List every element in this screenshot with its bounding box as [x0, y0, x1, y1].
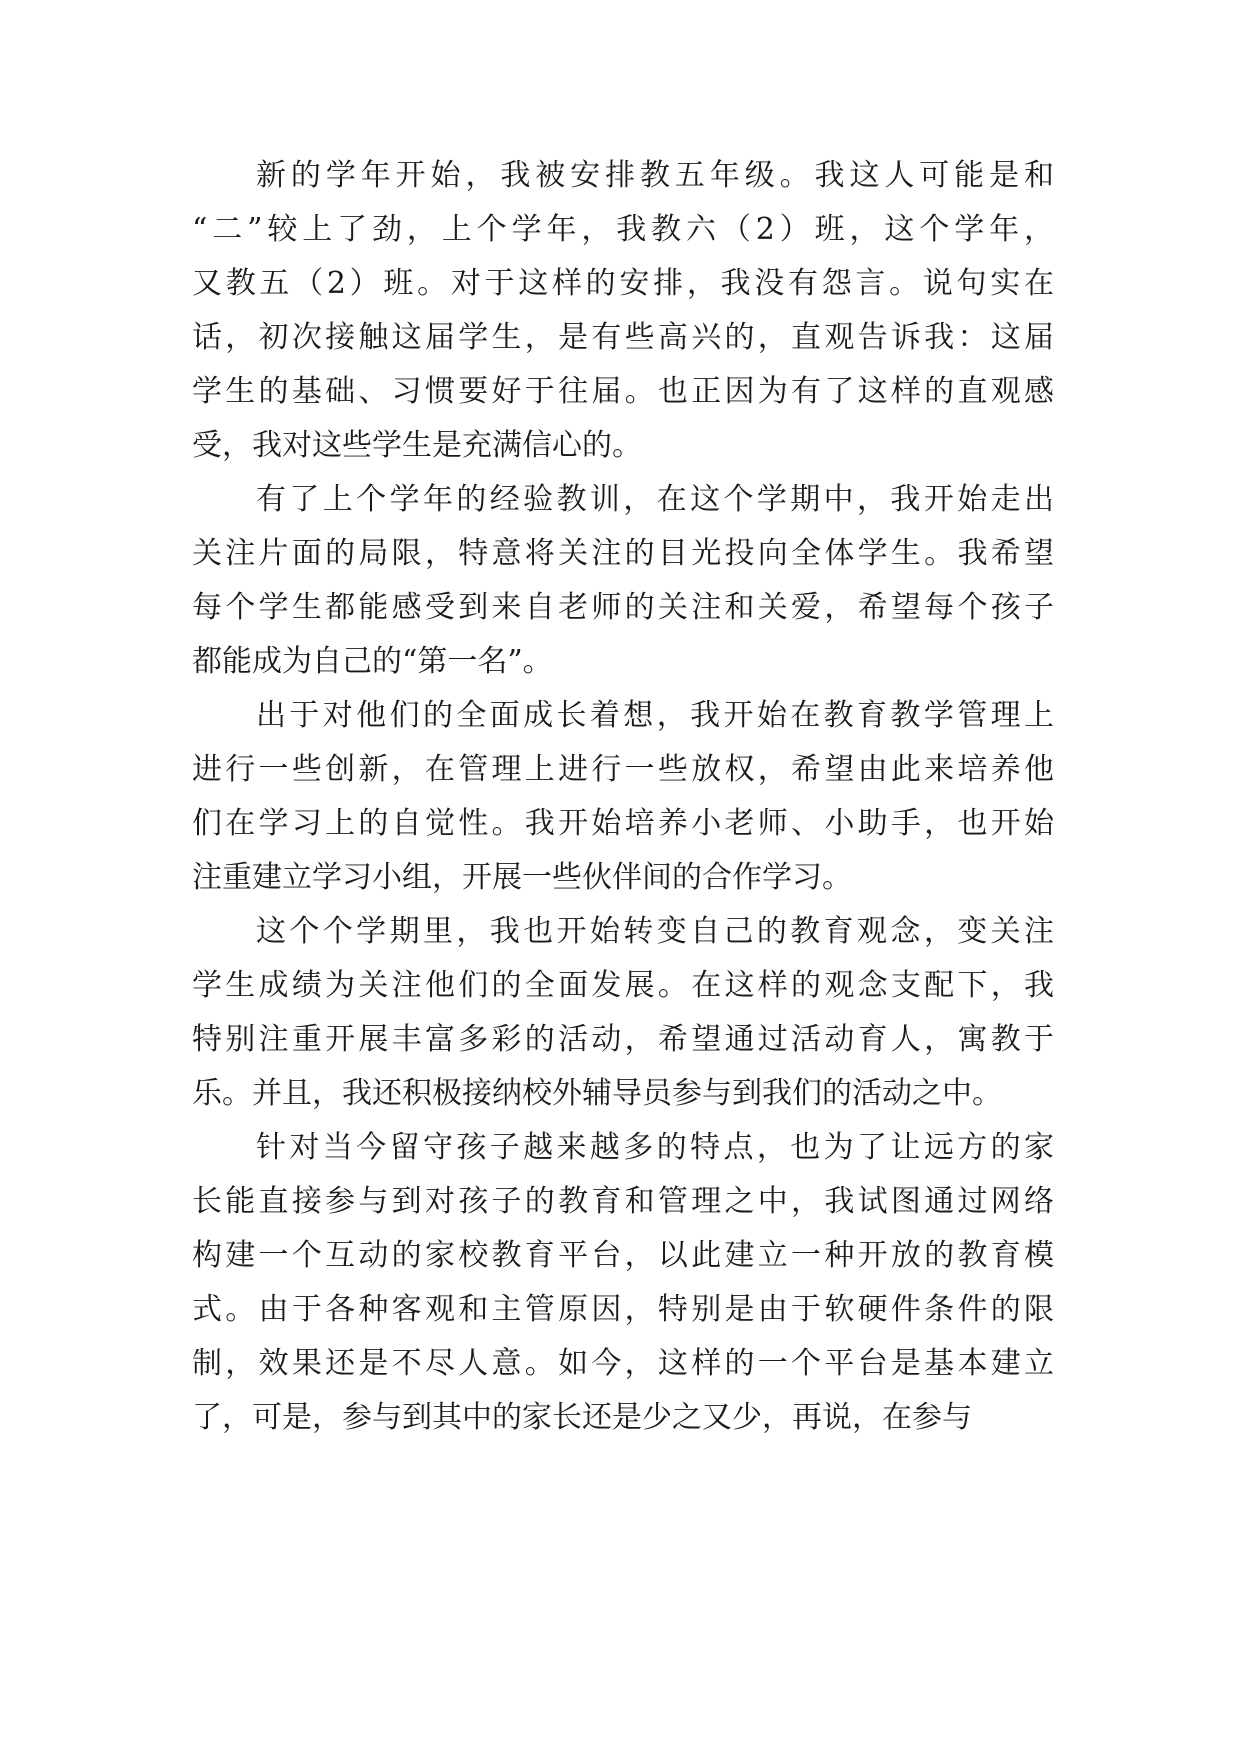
paragraph-line: 学生的基础、习惯要好于往届。也正因为有了这样的直观感: [192, 374, 1054, 409]
paragraph-line: 每个学生都能感受到来自老师的关注和关爱，希望每个孩子: [192, 590, 1054, 625]
paragraph-line: 都能成为自己的“第一名”。: [192, 644, 553, 679]
paragraph-line: 构建一个互动的家校教育平台，以此建立一种开放的教育模: [192, 1238, 1054, 1273]
paragraph-line: 特别注重开展丰富多彩的活动，希望通过活动育人，寓教于: [192, 1022, 1054, 1057]
paragraph-line: 了，可是，参与到其中的家长还是少之又少，再说，在参与: [192, 1400, 972, 1435]
paragraph-line: 又教五（2）班。对于这样的安排，我没有怨言。说句实在: [192, 266, 1054, 301]
paragraph-line: 们在学习上的自觉性。我开始培养小老师、小助手，也开始: [192, 806, 1054, 841]
paragraph-line: 针对当今留守孩子越来越多的特点，也为了让远方的家: [256, 1130, 1054, 1165]
paragraph-line: 注重建立学习小组，开展一些伙伴间的合作学习。: [192, 860, 852, 895]
paragraph-line: 受，我对这些学生是充满信心的。: [192, 428, 642, 463]
paragraph-line: 新的学年开始，我被安排教五年级。我这人可能是和: [256, 158, 1054, 193]
paragraph-line: 学生成绩为关注他们的全面发展。在这样的观念支配下，我: [192, 968, 1054, 1003]
paragraph-line: 长能直接参与到对孩子的教育和管理之中，我试图通过网络: [192, 1184, 1054, 1219]
paragraph-line: 式。由于各种客观和主管原因，特别是由于软硬件条件的限: [192, 1292, 1054, 1327]
paragraph-line: 乐。并且，我还积极接纳校外辅导员参与到我们的活动之中。: [192, 1076, 1002, 1111]
paragraph-line: 话，初次接触这届学生，是有些高兴的，直观告诉我：这届: [192, 320, 1054, 355]
paragraph-line: 有了上个学年的经验教训，在这个学期中，我开始走出: [256, 482, 1054, 517]
paragraph-line: 制，效果还是不尽人意。如今，这样的一个平台是基本建立: [192, 1346, 1054, 1381]
paragraph-line: 出于对他们的全面成长着想，我开始在教育教学管理上: [256, 698, 1054, 733]
paragraph-line: “二”较上了劲，上个学年，我教六（2）班，这个学年，: [192, 212, 1054, 247]
paragraph-line: 关注片面的局限，特意将关注的目光投向全体学生。我希望: [192, 536, 1054, 571]
paragraph-line: 这个个学期里，我也开始转变自己的教育观念，变关注: [256, 914, 1054, 949]
paragraph-line: 进行一些创新，在管理上进行一些放权，希望由此来培养他: [192, 752, 1054, 787]
